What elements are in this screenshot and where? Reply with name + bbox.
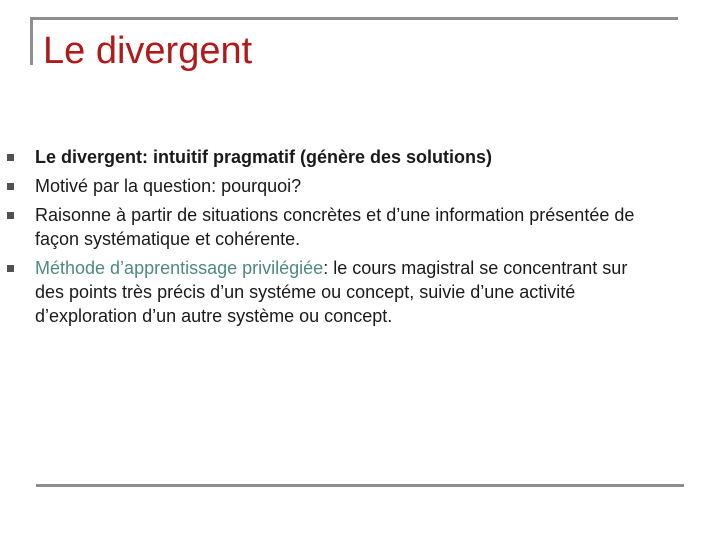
square-bullet-icon (7, 265, 14, 272)
square-bullet-icon (7, 183, 14, 190)
bullet-item-3 (0, 203, 720, 251)
square-bullet-icon (7, 212, 14, 219)
slide-title: Le divergent (43, 30, 253, 72)
bullet-item-1 (0, 145, 720, 169)
bullet-list (0, 145, 720, 333)
bullet-item-4 (0, 256, 720, 328)
bullet-item-2 (0, 174, 720, 198)
bullet-text-4: : le cours magistral se concentrant sur des points très précis d’un systéme ou concept, suivie d’une activité d’exploration d’un autre système ou concept. (35, 258, 628, 326)
bullet-highlight-text: Méthode d’apprentissage privilégiée (35, 258, 324, 278)
bullet-text-3: Raisonne à partir de situations concrètes et d’une information présentée de façon systématique et cohérente. (35, 205, 635, 249)
footer-rule (36, 484, 684, 487)
title-frame-left-rule (30, 17, 33, 65)
bullet-text-2: Motivé par la question: pourquoi? (35, 176, 302, 196)
title-frame-top-rule (30, 17, 678, 20)
square-bullet-icon (7, 154, 14, 161)
bullet-text-1: Le divergent: intuitif pragmatif (génère des solutions) (35, 147, 493, 167)
